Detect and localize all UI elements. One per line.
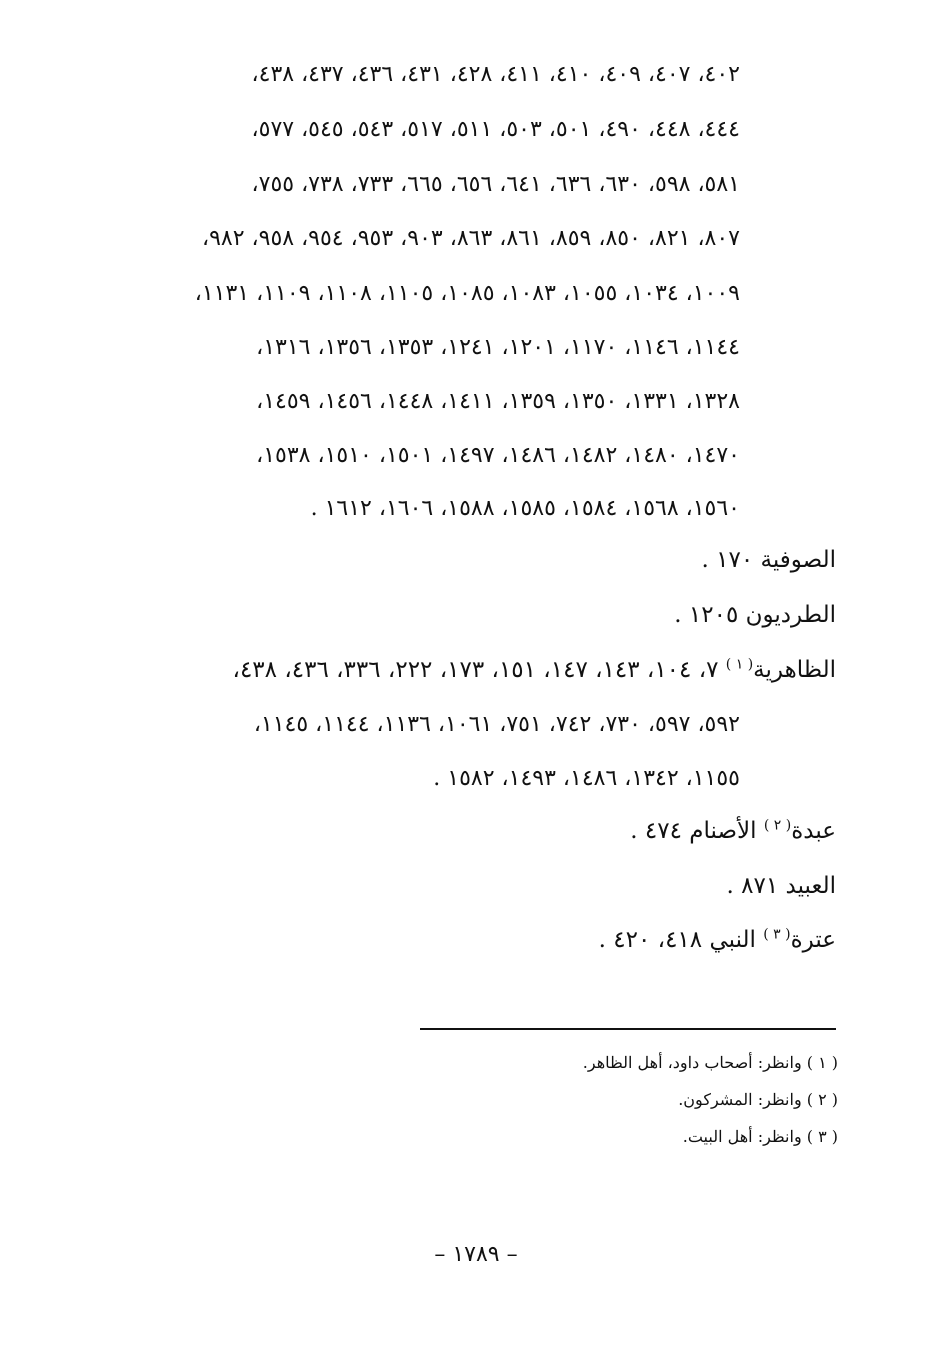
index-numbers-line-7: ١٣٢٨، ١٣٣١، ١٣٥٠، ١٣٥٩، ١٤١١، ١٤٤٨، ١٤٥٦، ١٤٥٩، [256, 389, 740, 414]
entry-itra [599, 925, 836, 955]
entry-abadat-rest: الأصنام ٤٧٤ . [630, 818, 757, 844]
index-numbers-line-1: ٤٠٢، ٤٠٧، ٤٠٩، ٤١٠، ٤١١، ٤٢٨، ٤٣١، ٤٣٦، ٤٣٧، ٤٣٨، [251, 62, 740, 87]
entry-itra-label: عترة [790, 927, 836, 953]
entry-itra-rest: النبي ٤١٨، ٤٢٠ . [598, 927, 756, 953]
entry-abadat [630, 816, 836, 846]
footnote-3: ( ٣ ) وانظر: أهل البيت. [682, 1127, 838, 1146]
index-numbers-line-2: ٤٤٤، ٤٤٨، ٤٩٠، ٥٠١، ٥٠٣، ٥١١، ٥١٧، ٥٤٣، ٥٤٥، ٥٧٧، [251, 117, 740, 142]
entry-abadat-label: عبدة [791, 818, 836, 844]
footnote-ref-1: ( ١ ) [725, 656, 754, 673]
footnote-ref-2: ( ٢ ) [763, 817, 792, 834]
index-numbers-line-8: ١٤٧٠، ١٤٨٠، ١٤٨٢، ١٤٨٦، ١٤٩٧، ١٥٠١، ١٥١٠، ١٥٣٨، [256, 443, 740, 468]
index-numbers-line-9: ١٥٦٠، ١٥٦٨، ١٥٨٤، ١٥٨٥، ١٥٨٨، ١٦٠٦، ١٦١٢ . [310, 496, 740, 521]
entry-zahiriyya-pages-3: ١١٥٥، ١٣٤٢، ١٤٨٦، ١٤٩٣، ١٥٨٢ . [433, 766, 740, 791]
entry-sufiyya: الصوفية ١٧٠ . [701, 547, 836, 573]
entry-abid: العبيد ٨٧١ . [726, 873, 836, 899]
footnote-1: ( ١ ) وانظر: أصحاب داود، أهل الظاهر. [582, 1053, 838, 1072]
footnote-separator [420, 1028, 836, 1030]
footnote-ref-3: ( ٣ ) [763, 926, 791, 943]
footnote-2: ( ٢ ) وانظر: المشركون. [678, 1090, 838, 1109]
index-numbers-line-5: ١٠٠٩، ١٠٣٤، ١٠٥٥، ١٠٨٣، ١٠٨٥، ١١٠٥، ١١٠٨، ١١٠٩، ١١٣١، [194, 281, 740, 306]
entry-zahiriyya [233, 655, 836, 685]
page-number: – ١٧٨٩ – [434, 1242, 518, 1267]
entry-zahiriyya-pages-2: ٥٩٢، ٥٩٧، ٧٣٠، ٧٤٢، ٧٥١، ١٠٦١، ١١٣٦، ١١٤٤، ١١٤٥، [253, 712, 740, 737]
index-numbers-line-3: ٥٨١، ٥٩٨، ٦٣٠، ٦٣٦، ٦٤١، ٦٥٦، ٦٦٥، ٧٣٣، ٧٣٨، ٧٥٥، [251, 172, 740, 197]
index-numbers-line-4: ٨٠٧، ٨٢١، ٨٥٠، ٨٥٩، ٨٦١، ٨٦٣، ٩٠٣، ٩٥٣، ٩٥٤، ٩٥٨، ٩٨٢، [201, 226, 740, 251]
entry-zahiriyya-pages-1: ٧، ١٠٤، ١٤٣، ١٤٧، ١٥١، ١٧٣، ٢٢٢، ٣٣٦، ٤٣٦، ٤٣٨، [232, 657, 719, 683]
entry-zahiriyya-label: الظاهرية [753, 657, 836, 683]
index-numbers-line-6: ١١٤٤، ١١٤٦، ١١٧٠، ١٢٠١، ١٢٤١، ١٣٥٣، ١٣٥٦، ١٣١٦، [256, 335, 740, 360]
entry-tardiyun: الطرديون ١٢٠٥ . [674, 602, 836, 628]
